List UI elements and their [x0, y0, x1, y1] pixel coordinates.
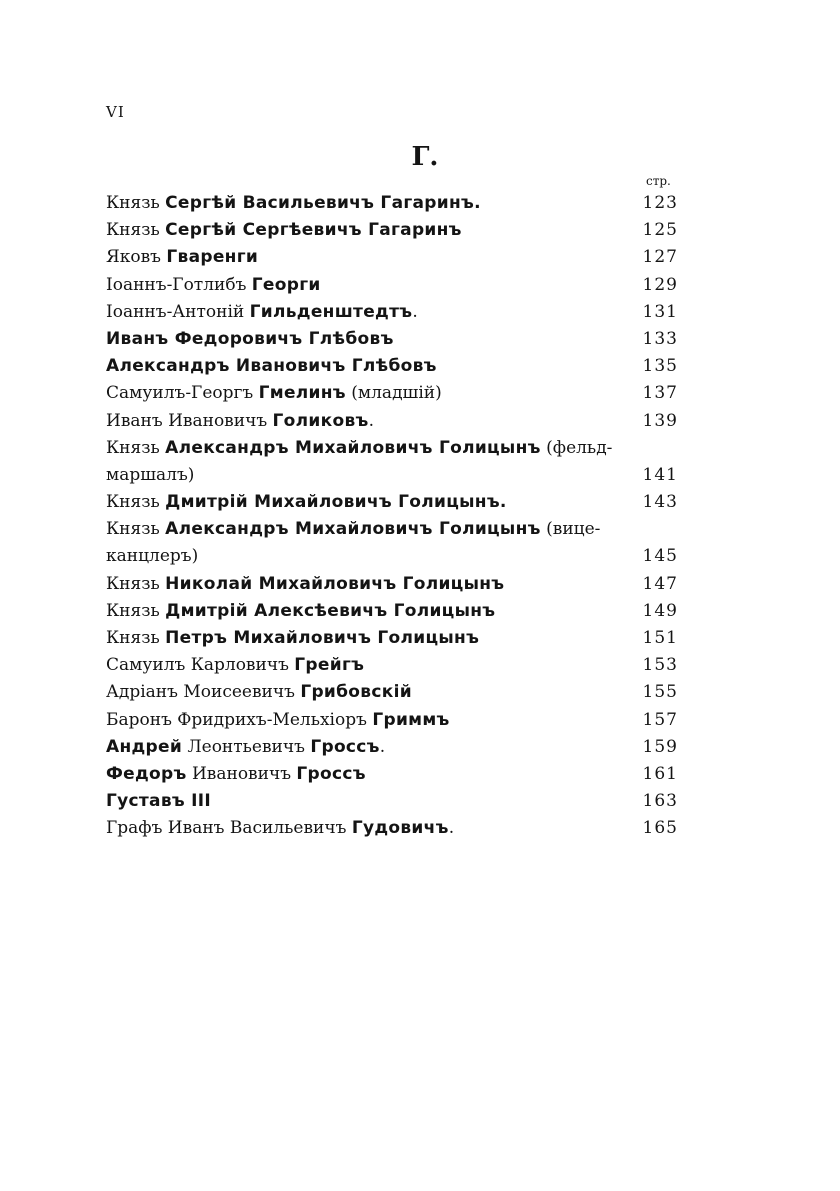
entry-page: 141	[642, 464, 678, 485]
toc-entry: Самуилъ Карловичъ Грейгъ 153	[106, 652, 678, 679]
entry-name: Сергѣй Васильевичъ Гагаринъ.	[165, 193, 481, 213]
entry-page: 139	[642, 410, 678, 431]
entry-page: 129	[642, 274, 678, 295]
toc-entry: Баронъ Фридрихъ-Мельхіоръ Гриммъ 157	[106, 707, 678, 734]
entry-name: Гудовичъ	[351, 818, 449, 839]
toc-entry: Князь Сергѣй Васильевичъ Гагаринъ. 123	[106, 190, 678, 217]
toc-entry: Яковъ Гваренги 127	[106, 244, 678, 271]
toc-entry: Графъ Иванъ Васильевичъ Гудовичъ. 165	[106, 815, 678, 842]
entry-name: Георги	[251, 274, 321, 295]
entry-name: Андрей	[106, 736, 183, 757]
toc-entry	[106, 326, 678, 353]
entry-name: Петръ Михайловичъ Голицынъ	[165, 628, 480, 649]
entry-name: Гваренги	[166, 247, 259, 268]
toc-entry: Князь Дмитрій Алексѣевичъ Голицынъ 149	[106, 598, 678, 625]
toc-entry: Адріанъ Моисеевичъ Грибовскій 155	[106, 679, 678, 706]
toc-entry: Князь Александръ Михайловичъ Голицынъ (вице-канцлеръ) 145	[106, 516, 678, 570]
page-number: VI	[106, 103, 125, 121]
entry-page: 143	[642, 492, 678, 513]
entry-name: Грибовскій	[300, 682, 412, 703]
entry-page: 159	[642, 736, 678, 757]
toc-entry: Князь Петръ Михайловичъ Голицынъ 151	[106, 625, 678, 652]
entry-name: Александръ Ивановичъ Глѣбовъ	[106, 356, 437, 377]
toc-entry: Андрей Леонтьевичъ Гроссъ. 159	[106, 734, 678, 761]
entry-name: Густавъ III	[106, 791, 212, 812]
entry-page: 155	[642, 682, 678, 703]
entry-page: 151	[642, 628, 678, 649]
entry-name: Федоръ	[106, 763, 187, 784]
entry-name: Александръ Михайловичъ Голицынъ	[165, 519, 541, 540]
entry-page: 125	[642, 220, 678, 241]
entry-page: 153	[642, 655, 678, 676]
toc-entry: Князь Сергѣй Сергѣевичъ Гагаринъ 125	[106, 217, 678, 244]
toc-entry	[106, 788, 678, 815]
entry-page: 149	[642, 600, 678, 621]
entry-name: Грейгъ	[294, 655, 365, 676]
entry-page: 147	[642, 573, 678, 594]
entry-page: 133	[642, 328, 678, 349]
entry-name: Иванъ Федоровичъ Глѣбовъ	[106, 328, 394, 349]
entry-name-2: Гроссъ	[296, 763, 366, 784]
toc-entry: Князь Дмитрій Михайловичъ Голицынъ. 143	[106, 489, 678, 516]
entry-page: 165	[642, 818, 678, 839]
toc-entry: Самуилъ-Георгъ Гмелинъ (младшій) 137	[106, 380, 678, 407]
entry-name: Сергѣй Сергѣевичъ Гагаринъ	[165, 220, 462, 241]
toc-entry	[106, 353, 678, 380]
entry-page: 145	[642, 546, 678, 567]
entry-page: 157	[642, 709, 678, 730]
toc-entry: Иванъ Ивановичъ Голиковъ. 139	[106, 408, 678, 435]
toc-entry: Князь Николай Михайловичъ Голицынъ 147	[106, 571, 678, 598]
entry-name: Гриммъ	[372, 709, 450, 730]
entry-page: 131	[642, 301, 678, 322]
entry-name: Гмелинъ	[258, 383, 346, 404]
entry-page: 127	[642, 247, 678, 268]
entry-name: Голиковъ	[272, 410, 369, 431]
toc-entry: Іоаннъ-Готлибъ Георги 129	[106, 272, 678, 299]
entry-name: Дмитрій Алексѣевичъ Голицынъ	[165, 600, 496, 621]
section-heading: Г.	[411, 142, 439, 172]
toc-entry: Федоръ Ивановичъ Гроссъ 161	[106, 761, 678, 788]
table-of-contents	[106, 190, 678, 843]
entry-page: 135	[642, 356, 678, 377]
entry-name: Александръ Михайловичъ Голицынъ	[165, 437, 541, 458]
entry-name: Гильденштедтъ	[249, 301, 413, 322]
page-column-label: стр.	[646, 174, 671, 188]
entry-name: Дмитрій Михайловичъ Голицынъ.	[165, 492, 507, 513]
entry-name-2: Гроссъ	[310, 736, 380, 757]
entry-name: Николай Михайловичъ Голицынъ	[165, 573, 505, 594]
toc-entry: Іоаннъ-Антоній Гильденштедтъ. 131	[106, 299, 678, 326]
entry-page: 123	[642, 193, 678, 213]
toc-entry: Князь Александръ Михайловичъ Голицынъ (фельд-маршалъ) 141	[106, 435, 678, 489]
entry-page: 163	[642, 791, 678, 812]
entry-page: 161	[642, 763, 678, 784]
entry-page: 137	[642, 383, 678, 404]
